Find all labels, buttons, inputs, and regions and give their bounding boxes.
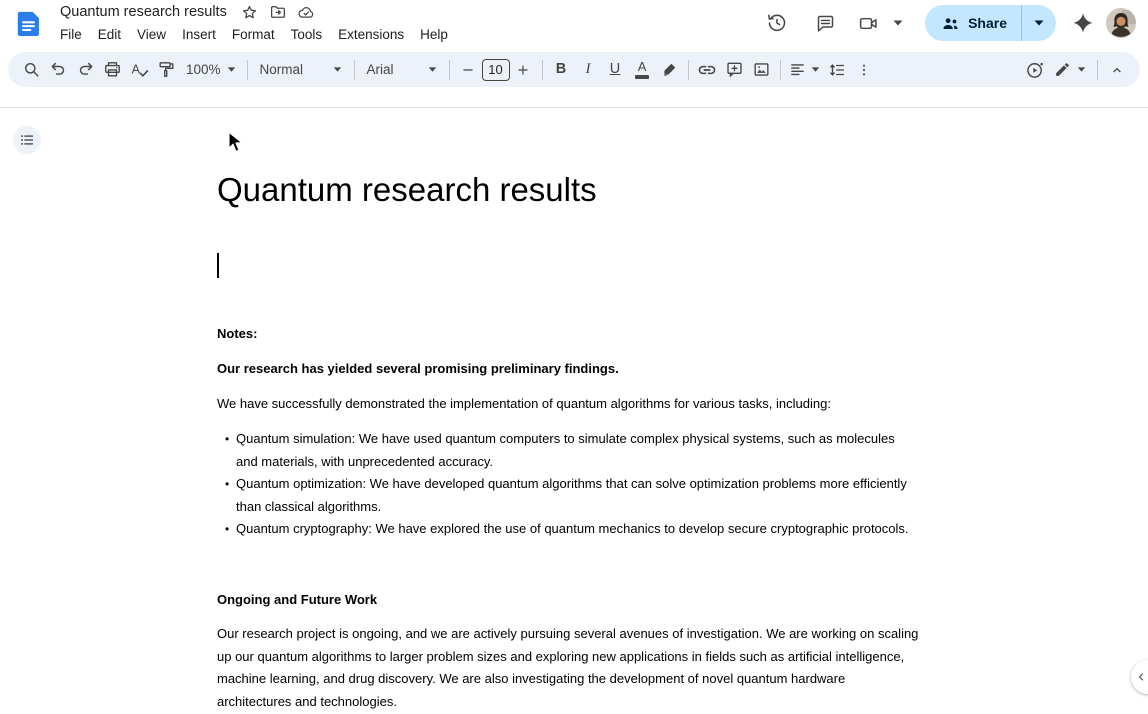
toolbar-separator (780, 60, 781, 80)
increase-font-size-button[interactable] (510, 56, 537, 83)
comments-button[interactable] (805, 3, 845, 43)
menu-view[interactable]: View (137, 26, 167, 42)
move-folder-button[interactable] (269, 3, 287, 21)
avatar-photo (1106, 8, 1136, 38)
formatting-toolbar (8, 52, 1140, 87)
findings-bullet-list[interactable] (217, 428, 919, 541)
hide-side-panel-button[interactable] (1131, 660, 1148, 694)
pencil-icon (1054, 61, 1071, 78)
document-outline-icon (19, 132, 35, 148)
bullet-item-simulation[interactable]: • Quantum simulation: We have used quantum computers to simulate complex physical systems, such as molecules and materials, with unprecedented accuracy. (217, 428, 919, 473)
move-folder-icon (269, 3, 287, 21)
menu-bar (52, 23, 456, 45)
print-button[interactable] (99, 56, 126, 83)
paint-format-button[interactable] (153, 56, 180, 83)
add-comment-icon (725, 60, 744, 79)
align-left-icon (789, 61, 806, 78)
menu-help[interactable]: Help (420, 26, 448, 42)
font-size-input[interactable]: 10 (482, 59, 510, 81)
future-work-heading[interactable]: Ongoing and Future Work (217, 592, 378, 607)
cloud-check-icon (297, 3, 315, 22)
more-toolbar-options-button[interactable] (851, 56, 878, 83)
menu-insert[interactable]: Insert (182, 26, 216, 42)
undo-button[interactable] (45, 56, 72, 83)
plus-icon (516, 63, 530, 77)
chevron-down-icon (1034, 20, 1044, 26)
line-spacing-button[interactable] (824, 56, 851, 83)
title-area (56, 1, 456, 45)
font-family-select[interactable] (360, 56, 444, 83)
chevron-down-icon (428, 67, 437, 72)
chevron-down-icon (811, 67, 820, 72)
bold-button[interactable] (548, 56, 575, 83)
svg-text:A: A (131, 61, 140, 76)
bold-icon: B (555, 61, 567, 78)
text-cursor (217, 253, 219, 278)
chevron-up-icon (1109, 62, 1125, 78)
underline-button[interactable] (602, 56, 629, 83)
share-label: Share (968, 15, 1007, 31)
toolbar-right-group (1021, 56, 1130, 83)
chevron-left-icon (1134, 670, 1148, 684)
line-spacing-icon (828, 61, 846, 79)
chevron-down-icon (893, 20, 903, 26)
google-docs-logo-icon[interactable] (14, 9, 43, 38)
minus-icon (461, 63, 475, 77)
star-icon (241, 4, 258, 21)
chevron-down-icon (227, 67, 236, 72)
paint-roller-icon (157, 60, 176, 79)
print-icon (103, 60, 122, 79)
cloud-save-button[interactable] (297, 3, 315, 21)
text-color-button[interactable] (629, 56, 656, 83)
highlight-color-button[interactable] (656, 56, 683, 83)
font-family-value: Arial (366, 62, 394, 77)
search-icon (22, 60, 41, 79)
share-button-group (925, 5, 1056, 41)
redo-icon (76, 60, 95, 79)
hide-menus-button[interactable] (1103, 56, 1130, 83)
document-canvas[interactable] (0, 108, 1148, 714)
video-call-button[interactable] (853, 3, 883, 43)
meet-call-group (853, 3, 913, 43)
add-comment-button[interactable] (721, 56, 748, 83)
comment-icon (815, 13, 836, 34)
paragraph-style-select[interactable] (253, 56, 349, 83)
toolbar-separator (1097, 60, 1098, 80)
insert-image-button[interactable] (748, 56, 775, 83)
share-dropdown[interactable] (1021, 5, 1056, 41)
motion-tools-button[interactable] (1021, 56, 1048, 83)
video-call-dropdown[interactable] (883, 3, 913, 43)
highlighter-icon (660, 61, 678, 79)
zoom-value: 100% (186, 62, 221, 77)
menu-file[interactable]: File (60, 26, 82, 42)
document-title-row (56, 1, 456, 23)
chevron-down-icon (1077, 67, 1086, 72)
paragraph-style-value: Normal (259, 62, 304, 77)
version-history-button[interactable] (757, 3, 797, 43)
menu-edit[interactable]: Edit (97, 26, 122, 42)
chevron-down-icon (333, 67, 342, 72)
findings-heading[interactable]: Our research has yielded several promising preliminary findings. (217, 361, 619, 376)
toolbar-separator (247, 60, 248, 80)
image-icon (752, 60, 771, 79)
undo-icon (49, 60, 68, 79)
future-work-paragraph[interactable]: Our research project is ongoing, and we are actively pursuing several avenues of investigation. We are working on scaling up our quantum algorithms to larger problem sizes and exploring new applications in fields such as artificial intelligence, machine learning, and drug discovery. We are also investigating the development of novel quantum hardware architectures and technologies. (217, 626, 919, 709)
italic-button[interactable] (575, 56, 602, 83)
share-people-icon (941, 14, 960, 33)
spellcheck-button[interactable] (126, 56, 153, 83)
menu-tools[interactable]: Tools (290, 26, 323, 42)
zoom-select[interactable] (180, 56, 242, 83)
star-button[interactable] (241, 3, 259, 21)
timer-play-icon (1025, 60, 1045, 80)
decrease-font-size-button[interactable] (455, 56, 482, 83)
notes-label[interactable]: Notes: (217, 326, 258, 341)
text-color-icon: A (635, 60, 649, 79)
link-icon (697, 60, 717, 80)
gemini-button[interactable] (1068, 3, 1098, 43)
more-vertical-icon (856, 62, 872, 78)
editing-mode-select[interactable] (1048, 56, 1092, 83)
toolbar-separator (542, 60, 543, 80)
search-menus-button[interactable] (18, 56, 45, 83)
version-history-icon (766, 12, 788, 34)
italic-icon: I (585, 61, 591, 77)
toolbar-separator (354, 60, 355, 80)
video-camera-icon (858, 13, 879, 34)
bullet-item-cryptography[interactable]: • Quantum cryptography: We have explored the use of quantum mechanics to develop secure cryptographic protocols. (217, 518, 919, 541)
intro-paragraph[interactable]: We have successfully demonstrated the implementation of quantum algorithms for various tasks, including: (217, 396, 831, 411)
menu-extensions[interactable]: Extensions (338, 26, 405, 42)
spellcheck-icon (130, 60, 150, 80)
account-avatar[interactable] (1106, 8, 1136, 38)
document-title[interactable]: Quantum research results (60, 4, 227, 20)
show-outline-button[interactable] (13, 126, 41, 154)
insert-link-button[interactable] (694, 56, 721, 83)
top-bar (0, 0, 1148, 46)
gemini-spark-icon (1071, 11, 1095, 35)
top-right-actions (757, 3, 1136, 43)
underline-icon: U (609, 61, 621, 78)
share-button[interactable] (925, 5, 1021, 41)
toolbar-separator (449, 60, 450, 80)
redo-button[interactable] (72, 56, 99, 83)
document-heading[interactable]: Quantum research results (217, 171, 597, 208)
toolbar-separator (688, 60, 689, 80)
bullet-item-optimization[interactable]: • Quantum optimization: We have developed quantum algorithms that can solve optimization problems more efficiently than classical algorithms. (217, 473, 919, 518)
align-button[interactable] (786, 56, 824, 83)
menu-format[interactable]: Format (231, 26, 275, 42)
